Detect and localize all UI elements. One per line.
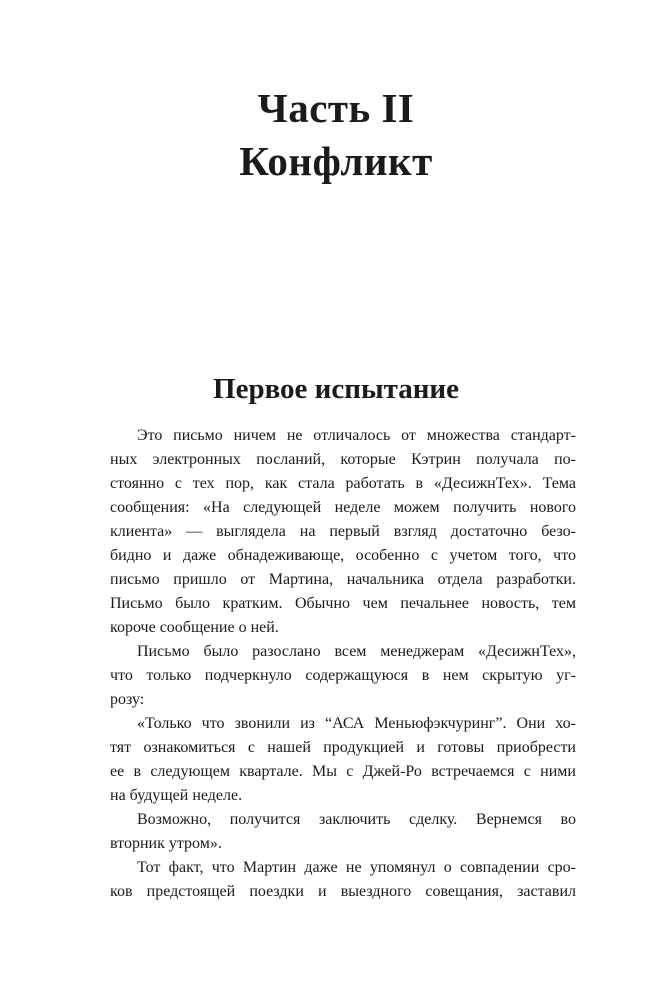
chapter-title: Первое испытание xyxy=(213,373,459,405)
text-line: на будущей неделе. xyxy=(110,787,243,804)
text-line: тят ознакомиться с нашей продукцией и готовы приобрести xyxy=(110,739,576,756)
text-line: клиента» — выглядела на первый взгляд достаточно безо- xyxy=(110,523,576,540)
text-line: стоянно с тех пор, как стала работать в «ДесижнТех». Тема xyxy=(110,475,576,492)
text-line: бидно и даже обнадеживающе, особенно с учетом того, что xyxy=(110,547,576,564)
text-line: «Только что звонили из “АСА Меньюфэкчуринг”. Они хо- xyxy=(137,715,576,732)
text-line: ее в следующем квартале. Мы с Джей-Ро встречаемся с ними xyxy=(110,763,576,780)
paragraph xyxy=(110,808,576,856)
paragraph xyxy=(110,856,576,904)
text-line: письмо пришло от Мартина, начальника отдела разработки. xyxy=(110,571,576,588)
text-line: сообщения: «На следующей неделе можем получить нового xyxy=(110,499,576,516)
text-line: ных электронных посланий, которые Кэтрин получала по- xyxy=(110,451,576,468)
part-title-line-1: Часть II xyxy=(257,85,415,131)
part-title-line-2: Конфликт xyxy=(239,138,433,184)
text-line: Письмо было кратким. Обычно чем печальнее новость, тем xyxy=(110,595,576,612)
text-line: Письмо было разослано всем менеджерам «ДесижнТех», xyxy=(137,643,576,660)
paragraph xyxy=(110,424,576,640)
text-line: Это письмо ничем не отличалось от множества стандарт- xyxy=(137,427,576,444)
paragraphs xyxy=(110,424,576,904)
text-line: Тот факт, что Мартин даже не упомянул о совпадении сро- xyxy=(137,859,576,876)
part-title xyxy=(0,82,672,188)
text-line: розу: xyxy=(110,691,145,708)
paragraph xyxy=(110,640,576,712)
paragraph xyxy=(110,712,576,808)
text-line: вторник утром». xyxy=(110,835,222,852)
text-line: ков предстоящей поездки и выездного совещания, заставил xyxy=(110,883,576,900)
text-line: Возможно, получится заключить сделку. Вернемся во xyxy=(137,811,576,828)
text-line: короче сообщение о ней. xyxy=(110,619,279,636)
text-line: что только подчеркнуло содержащуюся в нем скрытую уг- xyxy=(110,667,576,684)
